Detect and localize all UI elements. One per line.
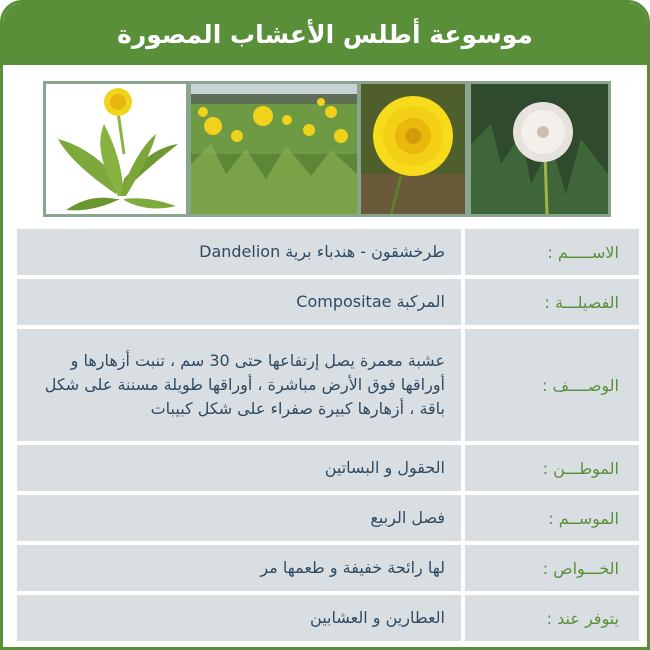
table-row-family [17, 279, 639, 325]
dandelion-seedhead-photo [471, 84, 608, 214]
description-label: الوصــــف : [465, 329, 639, 441]
name-label: الاســـــم : [465, 229, 639, 275]
table-row-habitat [17, 445, 639, 491]
availability-label: يتوفر عند : [465, 595, 639, 641]
table-row-season [17, 495, 639, 541]
habitat-value: الحقول و البساتين [324, 458, 445, 477]
family-label: الفصيلـــة : [465, 279, 639, 325]
habitat-label: الموطـــن : [465, 445, 639, 491]
table-row-description [17, 329, 639, 441]
season-value: فصل الربيع [370, 508, 445, 527]
dandelion-plant-photo [46, 84, 186, 214]
description-value: عشبة معمرة يصل إرتفاعها حتى 30 سم ، تنبت أزهارها و أوراقها فوق الأرض مباشرة ، أوراقها طويلة مسننة على شكل باقة ، أزهارها كبيرة صفراء على شكل كبيبات [44, 351, 445, 418]
page-header [3, 3, 647, 65]
family-value: المركبة Compositae [296, 292, 445, 311]
table-row-properties [17, 545, 639, 591]
dandelion-field-photo [191, 84, 357, 214]
dandelion-flower-photo [361, 84, 465, 214]
season-label: الموســم : [465, 495, 639, 541]
name-value: طرخشقون - هندباء برية Dandelion [199, 242, 445, 261]
table-row-name [17, 229, 639, 275]
availability-value: العطارين و العشابين [310, 608, 445, 627]
properties-label: الخـــواص : [465, 545, 639, 591]
photo-strip [43, 81, 611, 217]
table-row-availability [17, 595, 639, 641]
properties-value: لها رائحة خفيفة و طعمها مر [260, 558, 445, 577]
page-title: موسوعة أطلس الأعشاب المصورة [117, 19, 533, 49]
